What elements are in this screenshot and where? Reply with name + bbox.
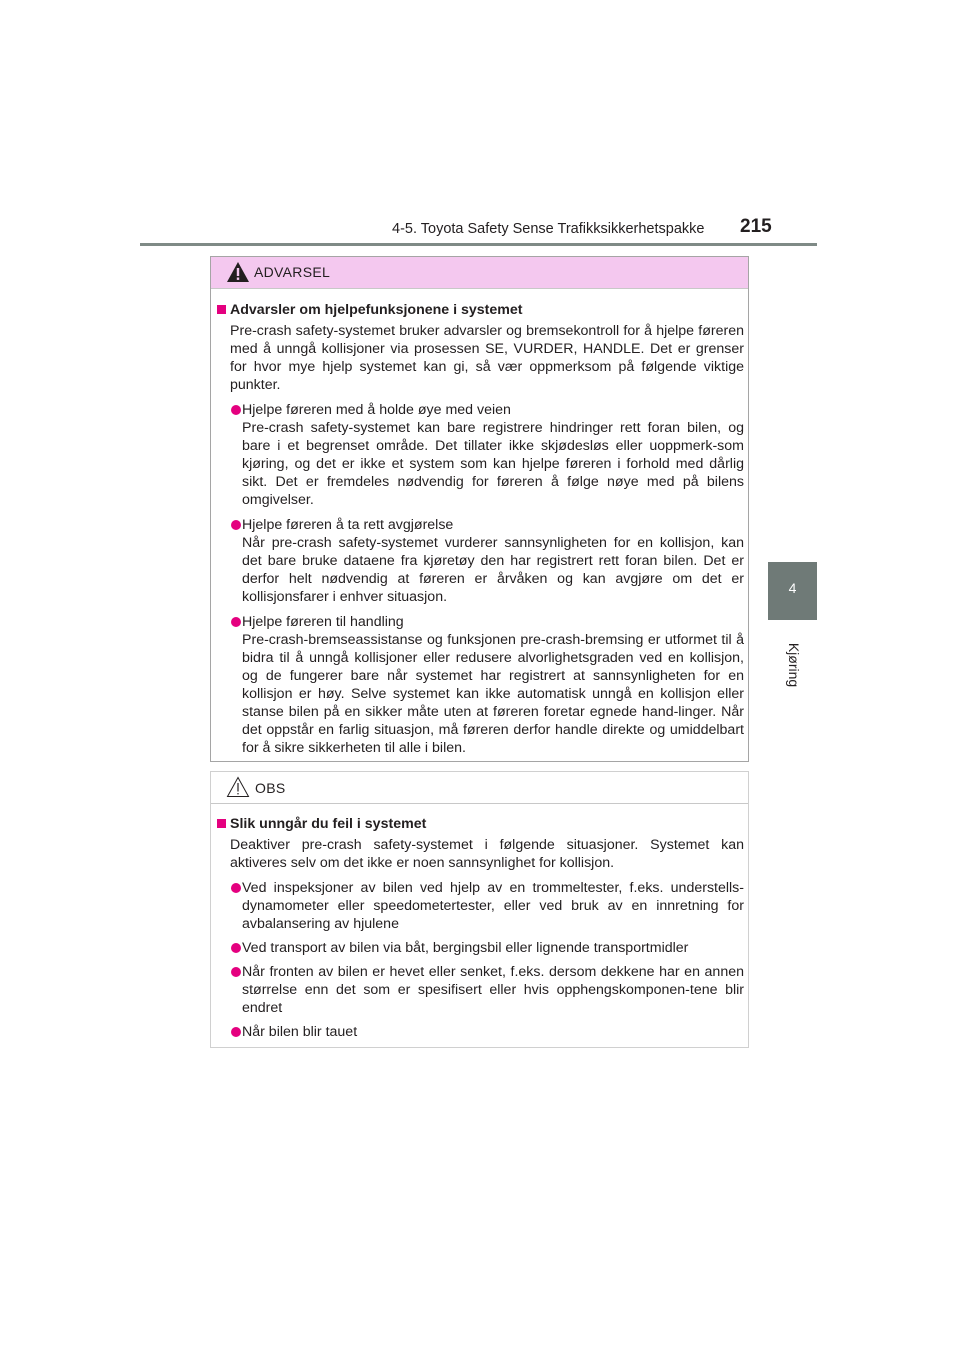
list-item [216,401,744,509]
list-item [216,1023,744,1041]
warning-section-heading [216,301,744,319]
bullet-title: Hjelpe føreren med å holde øye med veien [242,402,511,418]
page-number: 215 [740,216,772,237]
bullet-text: Når fronten av bilen er hevet eller senket, f.eks. dersom dekkene har en annen størrelse enn det som er spesifisert eller hvis opphengskomponen-tene blir endret [242,964,744,1016]
note-box [210,771,749,1048]
bullet-dot-icon [231,617,241,627]
page-header [0,0,960,250]
bullet-text: Når pre-crash safety-systemet vurderer sannsynligheten for en kollisjon, kan det bare bruke dataene fra kjøretøy den har registrert rett foran bilen. Det er derfor helt nødvendig at føreren er årvåken og kan avgjøre om det er kollisjonsfarer i enhver situasjon. [242,535,744,605]
list-item [216,613,744,757]
square-bullet-icon [217,305,226,314]
warning-header [211,257,748,289]
bullet-dot-icon [231,883,241,893]
square-bullet-icon [217,819,226,828]
warning-filled-icon [226,261,250,283]
header-divider [140,243,817,246]
warning-section [216,301,744,757]
chapter-number: 4 [788,580,797,596]
warning-box [210,256,749,762]
note-section-text: Deaktiver pre-crash safety-systemet i følgende situasjoner. Systemet kan aktiveres selv om det ikke er noen sannsynlighet for kollisjon. [230,837,744,871]
bullet-title: Hjelpe føreren å ta rett avgjørelse [242,517,454,533]
warning-section-text: Pre-crash safety-systemet bruker advarsler og bremsekontroll for å hjelpe føreren med å unngå kollisjoner via prosessen SE, VURDER, HANDLE. Det er grenser for hvor mye hjelp systemet kan gi, så vær oppmerksom på følgende viktige punkter. [230,323,744,393]
warning-label: ADVARSEL [254,264,331,280]
bullet-dot-icon [231,1027,241,1037]
bullet-dot-icon [231,967,241,977]
chapter-label: Kjøring [786,642,802,688]
bullet-dot-icon [231,943,241,953]
list-item [216,939,744,957]
note-section-heading [216,815,744,833]
bullet-text: Pre-crash safety-systemet kan bare registrere hindringer rett foran bilen, og bare i et begrenset område. Det tillater ikke skjødesløs eller uoppmerk-som kjøring, og det er ikke et system som kan hjelpe føreren i forhold med dårlig sikt. Det er fremdeles nødvendig for føreren å følge nøye med på bilens omgivelser. [242,420,744,508]
section-title: 4-5. Toyota Safety Sense Trafikksikkerhetspakke [392,221,705,237]
note-label: OBS [255,780,286,796]
list-item [216,963,744,1017]
bullet-text: Når bilen blir tauet [242,1024,358,1040]
list-item [216,516,744,606]
list-item [216,879,744,933]
bullet-text: Pre-crash-bremseassistanse og funksjonen pre-crash-bremsing er utformet til å bidra til å unngå kollisjoner eller redusere alvorlighetsgraden ved en kollisjon, og de fungerer bare når systemet har registrert at sannsynligheten for en kollisjon er høy. Selve systemet kan ikke automatisk unngå en kollisjon eller stanse bilen på en sikker måte uten at føreren foretar egnede hand-linger. Når det oppstår en farlig situasjon, må føreren derfor handle direkte og umiddelbart for å sikre sikkerheten til alle i bilen. [242,632,744,756]
bullet-title: Hjelpe føreren til handling [242,614,404,630]
note-section [216,815,744,1041]
bullet-text: Ved inspeksjoner av bilen ved hjelp av en trommeltester, f.eks. understells-dynamometer eller speedometertester, eller ved bruk av en innretning for avbalansering av hjulene [242,880,744,932]
bullet-dot-icon [231,520,241,530]
warning-outline-icon [226,776,250,798]
note-header [211,772,748,804]
warning-section-title: Advarsler om hjelpefunksjonene i systemet [230,302,523,318]
bullet-dot-icon [231,405,241,415]
note-section-title: Slik unngår du feil i systemet [230,816,427,832]
bullet-text: Ved transport av bilen via båt, bergingsbil eller lignende transportmidler [242,940,689,956]
